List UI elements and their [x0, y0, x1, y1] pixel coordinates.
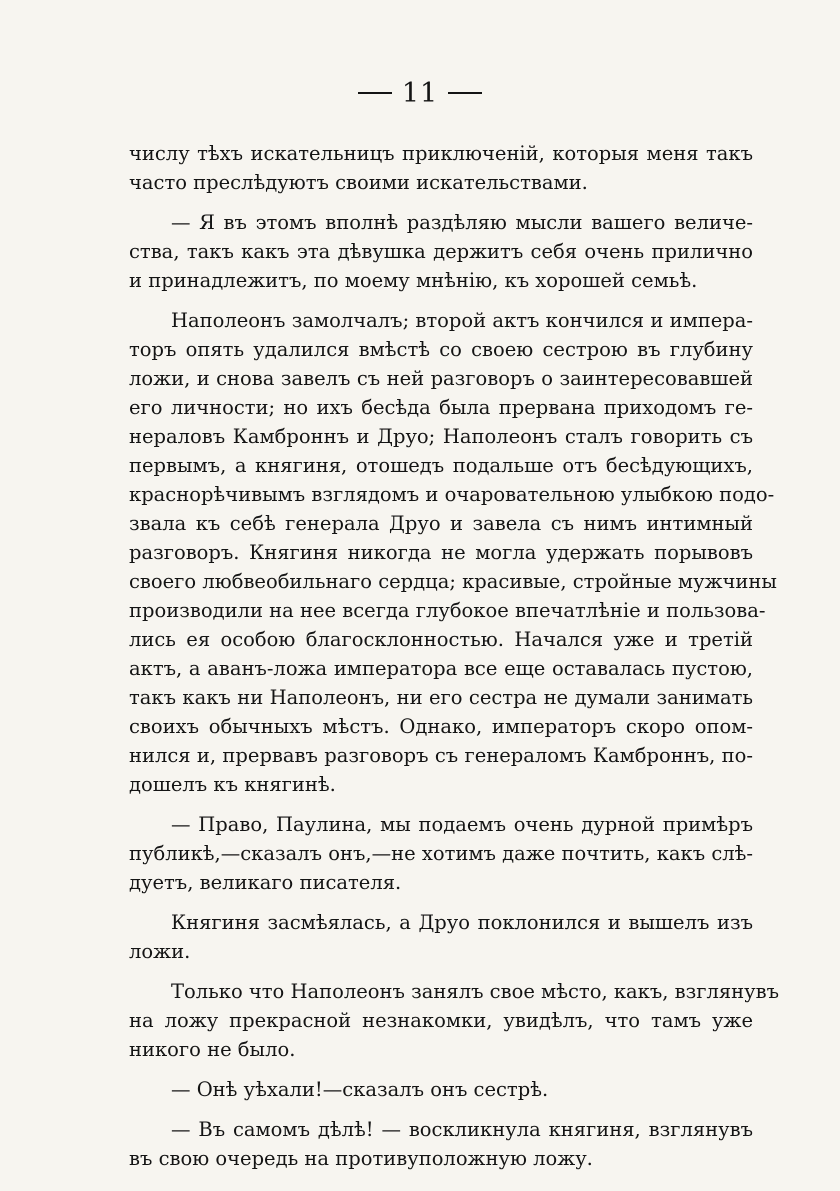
text-line: дошелъ къ княгинѣ. [129, 773, 336, 796]
text-line: такъ какъ ни Наполеонъ, ни его сестра не думали занимать [129, 686, 753, 709]
page-number-value: 11 [401, 78, 439, 109]
page-number-dash-right [448, 92, 482, 94]
text-line: числу тѣхъ искательницъ приключеній, которыя меня такъ [129, 142, 753, 165]
paragraph [129, 977, 780, 1064]
text-line: и принадлежитъ, по моему мнѣнію, къ хорошей семьѣ. [129, 269, 698, 292]
text-line: Княгиня засмѣялась, а Друо поклонился и вышелъ изъ [171, 911, 753, 934]
text-line: — Онѣ уѣхали!—сказалъ онъ сестрѣ. [171, 1078, 549, 1101]
text-line: разговоръ. Княгиня никогда не могла удержать порывовъ [129, 541, 753, 564]
paragraph [129, 1115, 753, 1173]
text-line: нился и, прервавъ разговоръ съ генераломъ Камброннъ, по- [129, 744, 753, 767]
text-line: краснорѣчивымъ взглядомъ и очаровательною улыбкою подо- [129, 483, 775, 506]
paragraph [129, 810, 753, 897]
text-line: публикѣ,—сказалъ онъ,—не хотимъ даже почтить, какъ слѣ- [129, 842, 753, 865]
text-line: въ свою очередь на противуположную ложу. [129, 1147, 593, 1170]
text-line: никого не было. [129, 1038, 296, 1061]
text-line: его личности; но ихъ бесѣда была прервана приходомъ ге- [129, 396, 753, 419]
page-number-dash-left [358, 92, 392, 94]
text-line: лись ея особою благосклонностью. Начался уже и третій [129, 628, 753, 651]
text-line: ства, такъ какъ эта дѣвушка держитъ себя очень прилично [129, 240, 753, 263]
text-line: первымъ, а княгиня, отошедъ подальше отъ бесѣдующихъ, [129, 454, 753, 477]
text-line: дуетъ, великаго писателя. [129, 871, 402, 894]
text-line: актъ, а аванъ-ложа императора все еще оставалась пустою, [129, 657, 753, 680]
text-line: ложи. [129, 940, 191, 963]
text-line: на ложу прекрасной незнакомки, увидѣлъ, что тамъ уже [129, 1009, 753, 1032]
text-line: — Я въ этомъ вполнѣ раздѣляю мысли вашего величе- [171, 211, 753, 234]
page-number [0, 78, 840, 109]
text-line: Только что Наполеонъ занялъ свое мѣсто, какъ, взглянувъ [171, 980, 780, 1003]
text-line: — Право, Паулина, мы подаемъ очень дурной примѣръ [171, 813, 753, 836]
text-line: своего любвеобильнаго сердца; красивые, стройные мужчины [129, 570, 777, 593]
body-text [129, 139, 780, 1184]
paragraph [129, 208, 753, 295]
text-line: — Въ самомъ дѣлѣ! — воскликнула княгиня, взглянувъ [171, 1118, 753, 1141]
text-line: Наполеонъ замолчалъ; второй актъ кончился и импера- [171, 309, 753, 332]
text-line: часто преслѣдуютъ своими искательствами. [129, 171, 588, 194]
text-line: своихъ обычныхъ мѣстъ. Однако, императоръ скоро опом- [129, 715, 753, 738]
paragraph [129, 139, 753, 197]
text-line: нераловъ Камброннъ и Друо; Наполеонъ сталъ говорить съ [129, 425, 753, 448]
paragraph [129, 306, 777, 799]
text-line: торъ опять удалился вмѣстѣ со своею сестрою въ глубину [129, 338, 753, 361]
text-line: производили на нее всегда глубокое впечатлѣніе и пользова- [129, 599, 766, 622]
text-line: звала къ себѣ генерала Друо и завела съ нимъ интимный [129, 512, 753, 535]
paragraph [129, 1075, 753, 1104]
paragraph [129, 908, 753, 966]
text-line: ложи, и снова завелъ съ ней разговоръ о заинтересовавшей [129, 367, 753, 390]
